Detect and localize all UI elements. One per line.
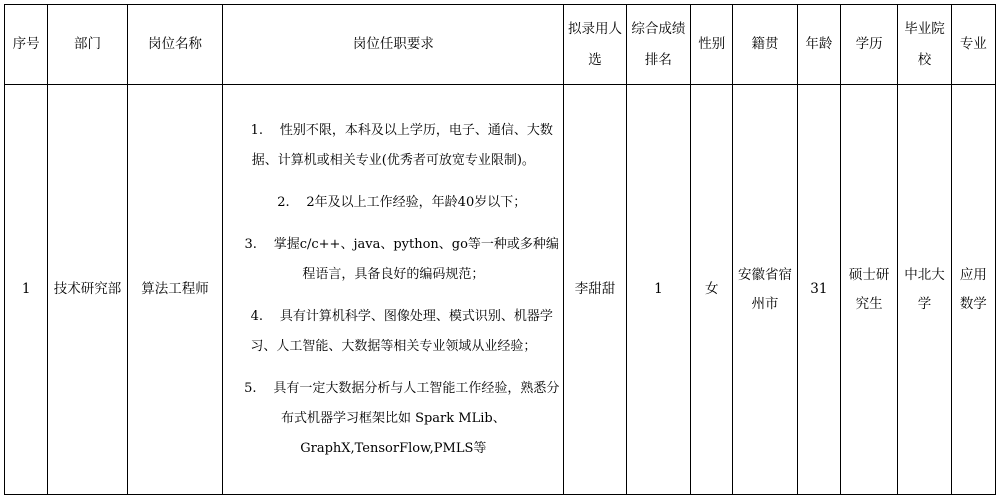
cell-major: 应用数学 [951, 85, 995, 495]
requirement-item [225, 374, 561, 464]
cell-school: 中北大学 [898, 85, 951, 495]
requirement-item [225, 188, 561, 218]
requirement-item [225, 230, 561, 290]
requirement-text: 具有一定大数据分析与人工智能工作经验，熟悉分布式机器学习框架比如 Spark MLib、GraphX,TensorFlow,PMLS等 [273, 380, 560, 456]
requirement-number: 4. [250, 308, 264, 324]
requirement-text: 2年及以上工作经验，年龄40岁以下； [306, 194, 527, 210]
header-seq: 序号 [5, 5, 48, 85]
requirement-number: 2. [277, 194, 290, 210]
requirement-text: 具有计算机科学、图像处理、模式识别、机器学习、人工智能、大数据等相关专业领域从业经验； [250, 308, 553, 354]
header-major: 专业 [951, 5, 995, 85]
header-origin: 籍贯 [733, 5, 797, 85]
personnel-table [4, 4, 996, 495]
header-position: 岗位名称 [127, 5, 223, 85]
cell-origin: 安徽省宿州市 [733, 85, 797, 495]
cell-seq: 1 [5, 85, 48, 495]
cell-dept: 技术研究部 [48, 85, 127, 495]
header-gender: 性别 [691, 5, 733, 85]
requirement-number: 3. [244, 236, 257, 252]
requirement-number: 1. [250, 122, 264, 138]
header-education: 学历 [840, 5, 897, 85]
header-requirements: 岗位任职要求 [223, 5, 564, 85]
header-age: 年龄 [797, 5, 840, 85]
cell-age: 31 [797, 85, 840, 495]
table-row [5, 85, 996, 495]
cell-rank: 1 [626, 85, 690, 495]
cell-gender: 女 [691, 85, 733, 495]
cell-position: 算法工程师 [127, 85, 223, 495]
cell-education: 硕士研究生 [840, 85, 897, 495]
requirement-number: 5. [244, 380, 257, 396]
cell-candidate: 李甜甜 [564, 85, 626, 495]
requirement-item [225, 116, 561, 176]
header-rank: 综合成绩排名 [626, 5, 690, 85]
header-candidate: 拟录用人选 [564, 5, 626, 85]
header-dept: 部门 [48, 5, 127, 85]
requirement-text: 性别不限，本科及以上学历，电子、通信、大数据、计算机或相关专业(优秀者可放宽专业限制)。 [251, 122, 553, 168]
header-row [5, 5, 996, 85]
cell-requirements [223, 85, 564, 495]
requirement-text: 掌握c/c++、java、python、go等一种或多种编程语言，具备良好的编码规范； [273, 236, 559, 282]
requirement-item [225, 302, 561, 362]
header-school: 毕业院校 [898, 5, 951, 85]
